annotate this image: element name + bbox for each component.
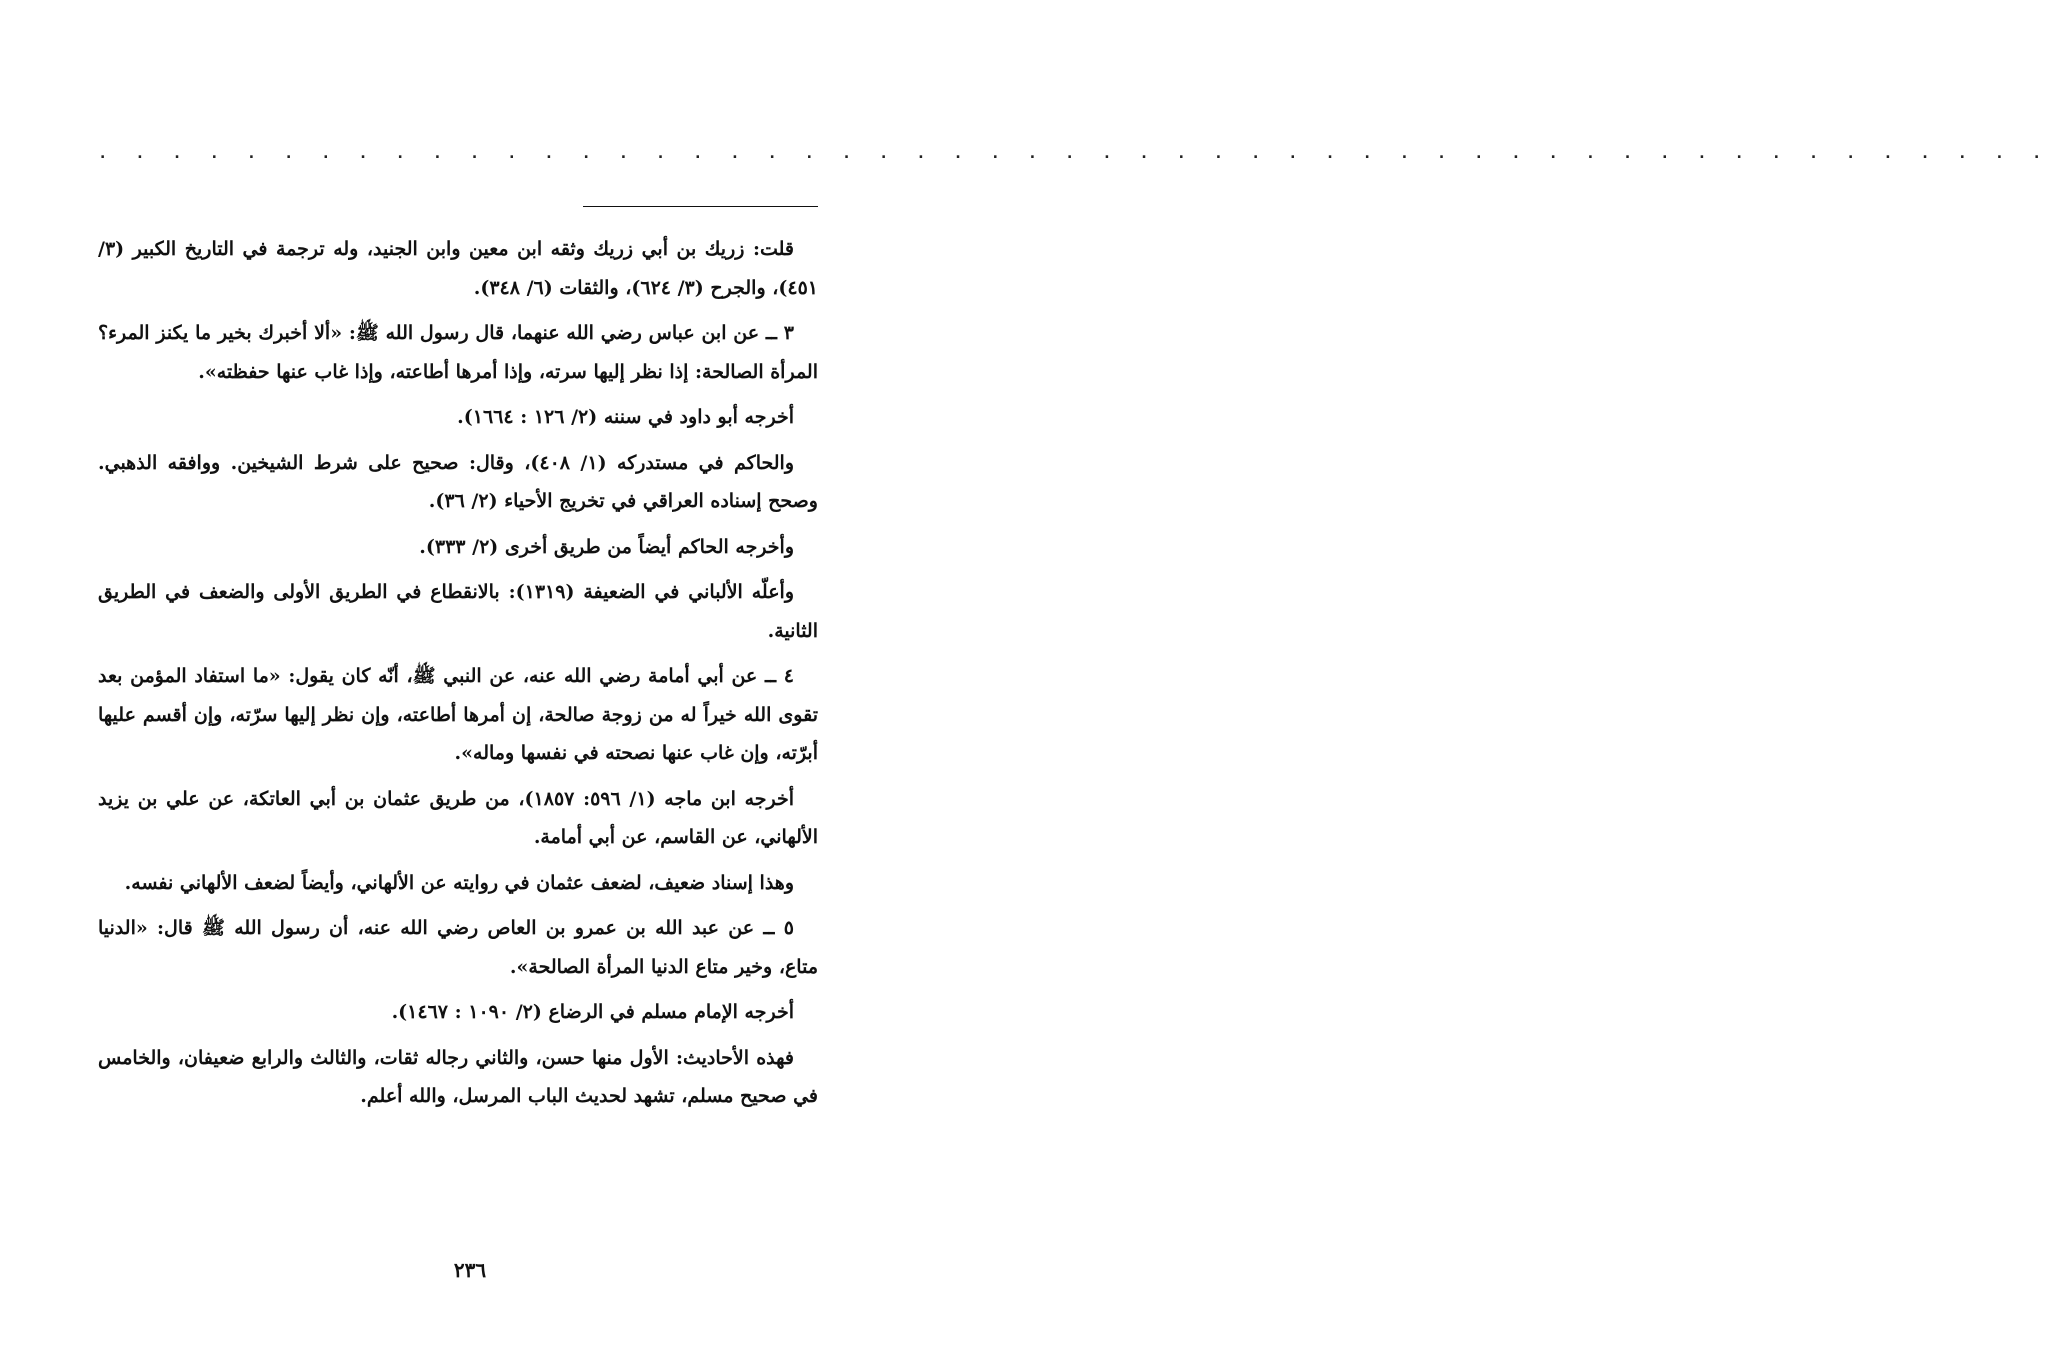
paragraph: قلت: زريك بن أبي زريك وثقه ابن معين وابن الجنيد، وله ترجمة في التاريخ الكبير (٣/ ٤٥١)، والجرح (٣/ ٦٢٤)، والثقات (٦/ ٣٤٨). — [98, 238, 818, 299]
paragraph: وهذا إسناد ضعيف، لضعف عثمان في روايته عن الألهاني، وأيضاً لضعف الألهاني نفسه. — [124, 871, 794, 894]
paragraph: ٣ ــ عن ابن عباس رضي الله عنهما، قال رسول الله ﷺ: «ألا أخبرك بخير ما يكنز المرء؟ المرأة الصالحة: إذا نظر إليها سرته، وإذا أمرها أطاعته، وإذا غاب عنها حفظته». — [98, 322, 818, 383]
paragraph: أخرجه أبو داود في سننه (٢/ ١٢٦ : ١٦٦٤). — [457, 406, 794, 428]
paragraph: ٤ ــ عن أبي أمامة رضي الله عنه، عن النبي ﷺ، أنّه كان يقول: «ما استفاد المؤمن بعد تقوى الله خيراً له من زوجة صالحة، إن أمرها أطاعته، وإن نظر إليها سرّته، وإن أقسم عليها أبرّته، وإن غاب عنها نصحته في نفسها وماله». — [98, 665, 818, 764]
dotted-separator: . . . . . . . . . . . . . . . . . . . . . . . . . . . . . . . . . . . . . . . . . . . . . . . . . . . . . — [100, 146, 2053, 162]
footnote-rule — [583, 206, 818, 207]
paragraph: أخرجه الإمام مسلم في الرضاع (٢/ ١٠٩٠ : ١٤٦٧). — [391, 1001, 794, 1023]
paragraph: والحاكم في مستدركه (١/ ٤٠٨)، وقال: صحيح على شرط الشيخين. ووافقه الذهبي. وصحح إسناده العراقي في تخريج الأحياء (٢/ ٣٦). — [98, 451, 818, 512]
paragraph: أخرجه ابن ماجه (١/ ٥٩٦: ١٨٥٧)، من طريق عثمان بن أبي العاتكة، عن علي بن يزيد الألهاني، عن القاسم، عن أبي أمامة. — [98, 787, 818, 848]
paragraph: وأعلّه الألباني في الضعيفة (١٣١٩): بالانقطاع في الطريق الأولى والضعف في الطريق الثانية. — [98, 581, 818, 642]
paragraph: فهذه الأحاديث: الأول منها حسن، والثاني رجاله ثقات، والثالث والرابع ضعيفان، والخامس في صحيح مسلم، تشهد لحديث الباب المرسل، والله أعلم. — [98, 1046, 818, 1107]
page-number: ٢٣٦ — [453, 1258, 487, 1282]
page-body — [98, 230, 818, 1123]
paragraph: وأخرجه الحاكم أيضاً من طريق أخرى (٢/ ٣٣٣). — [419, 535, 794, 558]
paragraph: ٥ ــ عن عبد الله بن عمرو بن العاص رضي الله عنه، أن رسول الله ﷺ قال: «الدنيا متاع، وخير متاع الدنيا المرأة الصالحة». — [98, 917, 818, 978]
